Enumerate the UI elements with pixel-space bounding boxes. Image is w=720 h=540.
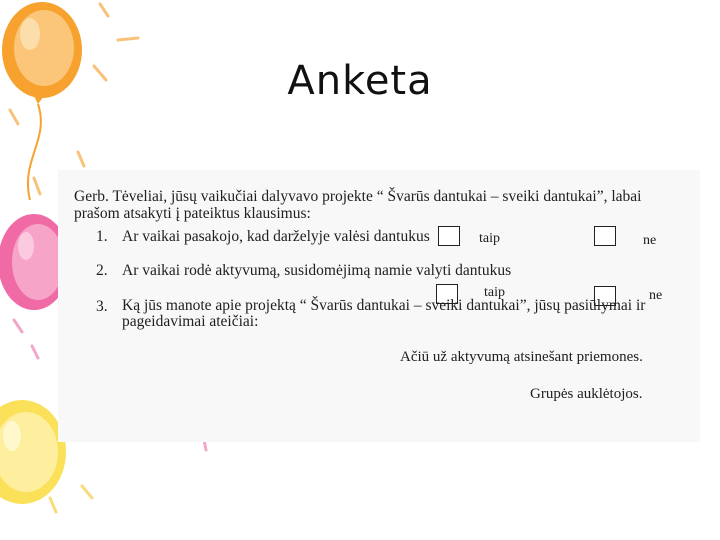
question-text: Ar vaikai rodė aktyvumą, susidomėjimą namie valyti dantukus xyxy=(122,262,512,279)
option-yes-label: taip xyxy=(484,285,505,300)
balloon-yellow-icon xyxy=(0,400,66,504)
question-text: Ar vaikai pasakojo, kad darželyje valėsi dantukus xyxy=(122,228,430,245)
option-yes-label: taip xyxy=(479,231,500,246)
option-no-label: ne xyxy=(649,288,663,303)
question-number: 2. xyxy=(96,262,108,279)
question-text: Ką jūs manote apie projektą “ Švarūs dantukai – sveiki dantukai”, jūsų pasiūlymai ir pageidavimai ateičiai: xyxy=(122,297,646,330)
slide-title: Anketa xyxy=(287,58,433,104)
signature: Grupės auklėtojos. xyxy=(530,386,643,402)
questionnaire-form xyxy=(74,188,686,402)
question-number: 3. xyxy=(96,298,108,315)
form-intro: Gerb. Tėveliai, jūsų vaikučiai dalyvavo projekte “ Švarūs dantukai – sveiki dantukai”, labai prašom atsakyti į pateiktus klausimus: xyxy=(74,188,642,222)
question-number: 1. xyxy=(96,228,108,245)
checkbox-q1-no[interactable] xyxy=(594,226,616,246)
thanks-note: Ačiū už aktyvumą atsinešant priemones. xyxy=(400,349,643,365)
checkbox-q1-yes[interactable] xyxy=(438,226,460,246)
option-no-label: ne xyxy=(643,233,657,248)
